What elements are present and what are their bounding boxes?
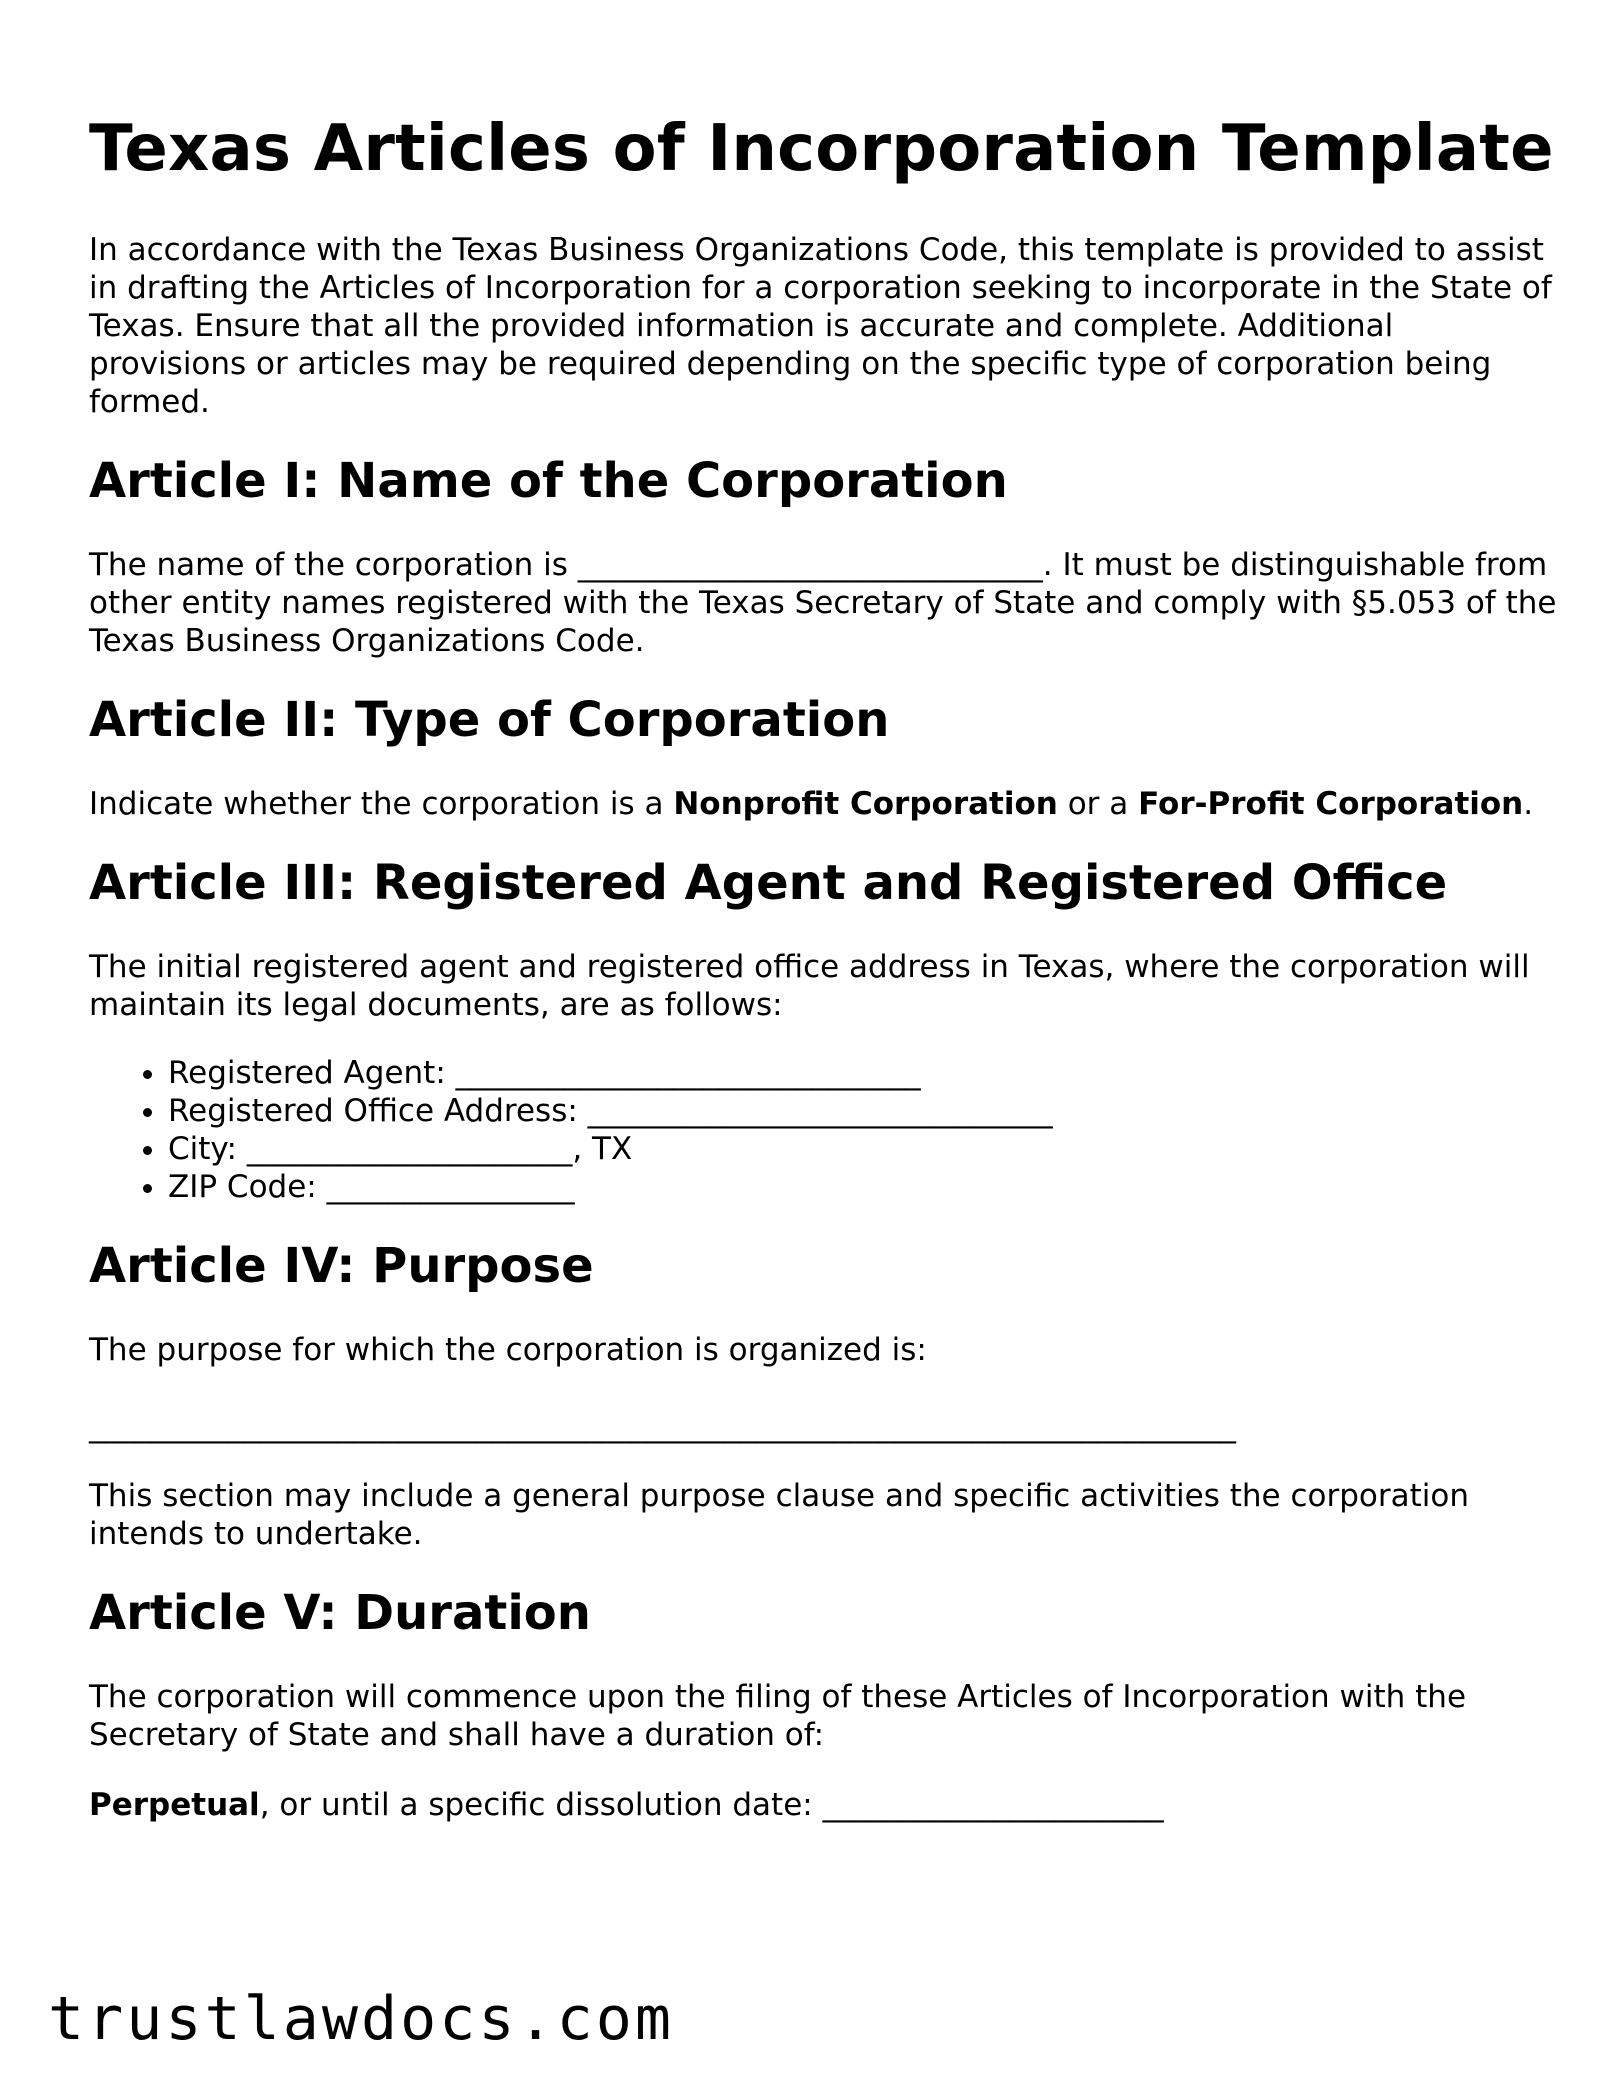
article-2-text-middle: or a (1057, 786, 1139, 822)
registered-office-blank: ______________________________ (587, 1093, 1053, 1129)
dissolution-date-blank: ______________________ (822, 1787, 1164, 1823)
document-page (89, 112, 1559, 1856)
article-2-heading: Article II: Type of Corporation (89, 692, 890, 748)
registered-office-label: Registered Office Address: (168, 1093, 588, 1129)
article-1-text-before: The name of the corporation is (89, 547, 578, 583)
article-3-text: The initial registered agent and registered office address in Texas, where the corporation will maintain its legal documents, are as follows: (89, 949, 1530, 1023)
zip-blank: ________________ (326, 1169, 575, 1205)
registered-agent-blank: ______________________________ (455, 1055, 921, 1091)
duration-text-after: , or until a specific dissolution date: (259, 1787, 823, 1823)
article-5-text: The corporation will commence upon the filing of these Articles of Incorporation with the Secretary of State and shall have a duration of: (89, 1679, 1467, 1753)
article-3-heading: Article III: Registered Agent and Registered Office (89, 855, 1448, 911)
article-2-text (89, 785, 1559, 823)
list-item-registered-agent (168, 1054, 1559, 1092)
registered-agent-list (89, 1054, 1559, 1206)
article-1-text-after: . It must be distinguishable from other entity names registered with the Texas Secretary of State and comply with §5.053 of the Texas Business Organizations Code. (89, 547, 1557, 659)
list-item-zip (168, 1168, 1559, 1206)
registered-agent-label: Registered Agent: (168, 1055, 456, 1091)
for-profit-option: For-Profit Corporation (1138, 786, 1524, 822)
intro-paragraph: In accordance with the Texas Business Organizations Code, this template is provided to assist in drafting the Articles of Incorporation for a corporation seeking to incorporate in the State of Texas. Ensure that all the provided information is accurate and complete. Additional provisions or articles may be required depending on the specific type of corporation being formed. (89, 232, 1552, 420)
city-blank: _____________________ (246, 1131, 573, 1167)
perpetual-option: Perpetual (89, 1787, 260, 1823)
article-2-text-before: Indicate whether the corporation is a (89, 786, 674, 822)
article-4-text: The purpose for which the corporation is organized is: (89, 1332, 927, 1368)
article-4-heading: Article IV: Purpose (89, 1238, 594, 1294)
city-suffix: , TX (572, 1131, 633, 1167)
zip-label: ZIP Code: (168, 1169, 327, 1205)
nonprofit-option: Nonprofit Corporation (673, 786, 1058, 822)
city-label: City: (168, 1131, 247, 1167)
page-title: Texas Articles of Incorporation Template (89, 112, 1554, 186)
purpose-blank: __________________________________________________________________________ (89, 1408, 1236, 1444)
watermark-text: trustlawdocs.com (48, 1984, 674, 2054)
article-4-note: This section may include a general purpose clause and specific activities the corporation intends to undertake. (89, 1478, 1469, 1552)
list-item-registered-office (168, 1092, 1559, 1130)
article-2-text-after: . (1523, 786, 1534, 822)
article-5-heading: Article V: Duration (89, 1585, 591, 1641)
article-1-heading: Article I: Name of the Corporation (89, 453, 1008, 509)
corporation-name-blank: ______________________________ (577, 547, 1043, 583)
list-item-city (168, 1130, 1559, 1168)
article-1-text (89, 546, 1559, 660)
duration-line (89, 1786, 1559, 1824)
